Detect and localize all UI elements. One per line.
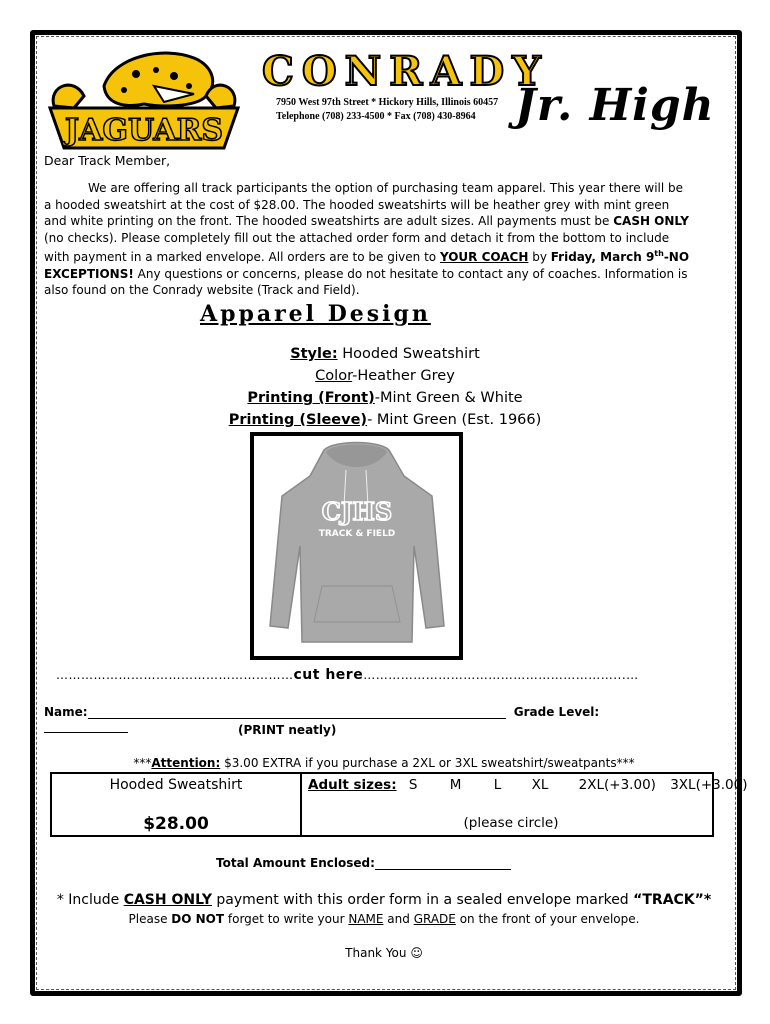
size-l[interactable]: L [493,777,502,793]
print-note: (PRINT neatly) [238,723,337,737]
total-row: Total Amount Enclosed: [216,856,511,870]
hoodie-print-sub: TRACK & FIELD [318,529,396,539]
apparel-specs [190,343,580,431]
order-table [50,772,748,837]
name-field[interactable] [88,706,506,719]
logo-text: JAGUARS [64,113,224,148]
jaguar-logo [44,46,244,150]
hoodie-illustration [254,436,459,656]
item-price: $28.00 [143,814,209,834]
attention-note: ***Attention: $3.00 EXTRA if you purchase a 2XL or 3XL sweatshirt/sweatpants*** [133,756,635,770]
reminder-note: Please DO NOT forget to write your NAME and GRADE on the front of your envelope. [128,912,640,926]
phone-line: Telephone (708) 233-4500 * Fax (708) 430-8964 [276,111,476,122]
section-heading: Apparel Design [200,301,431,327]
spec-front: Printing (Front)-Mint Green & White [247,390,523,406]
salutation: Dear Track Member, [44,153,171,168]
school-address [276,96,498,124]
spec-sleeve: Printing (Sleeve)- Mint Green (Est. 1966) [228,412,542,428]
cut-line: …………………………………………………cut here……………………………………………………...… [56,667,639,683]
circle-note: (please circle) [463,815,559,831]
grade-field[interactable] [44,720,128,733]
school-type: Jr. High [515,80,715,131]
thank-you: Thank You ☺ [345,946,423,960]
spec-color: Color-Heather Grey [315,368,455,384]
spec-style: Style: Hooded Sweatshirt [290,346,480,362]
address-line: 7950 West 97th Street * Hickory Hills, Illinois 60457 [276,97,499,108]
size-m[interactable]: M [449,777,462,793]
size-xl[interactable]: XL [531,777,549,793]
school-name: CONRADY [262,48,549,95]
hoodie-print-main: CJHS [321,497,393,526]
size-3xl[interactable]: 3XL(+3.00) [670,777,748,793]
size-options: Adult sizes: S M L XL 2XL(+3.00) 3XL(+3.00) [308,777,748,793]
table-divider [300,774,302,835]
size-s[interactable]: S [408,777,418,793]
name-label: Name: [44,705,88,719]
size-2xl[interactable]: 2XL(+3.00) [578,777,656,793]
grade-label: Grade Level: [513,705,600,719]
item-name: Hooded Sweatshirt [109,777,243,793]
hoodie-photo [250,432,463,660]
total-field[interactable] [375,857,511,870]
letter-body: We are offering all track participants the option of purchasing team apparel. This year there will be a hooded sweatshirt at the cost of $28.00. The hooded sweatshirts will be heather grey with mint green and white printing on the front. The hooded sweatshirts are adult sizes. All payments must be CASH ONLY (no checks). Please completely fill out the attached order form and detach it from the bottom to include with payment in a marked envelope. All orders are to be given to YOUR COACH by Friday, March 9th-NO EXCEPTIONS! Any questions or concerns, please do not hesitate to contact any of coaches. Information is also found on the Conrady website (Track and Field). [44,181,690,297]
name-grade-row [44,705,674,733]
include-note: * Include CASH ONLY payment with this order form in a sealed envelope marked “TRACK”* [56,892,712,908]
